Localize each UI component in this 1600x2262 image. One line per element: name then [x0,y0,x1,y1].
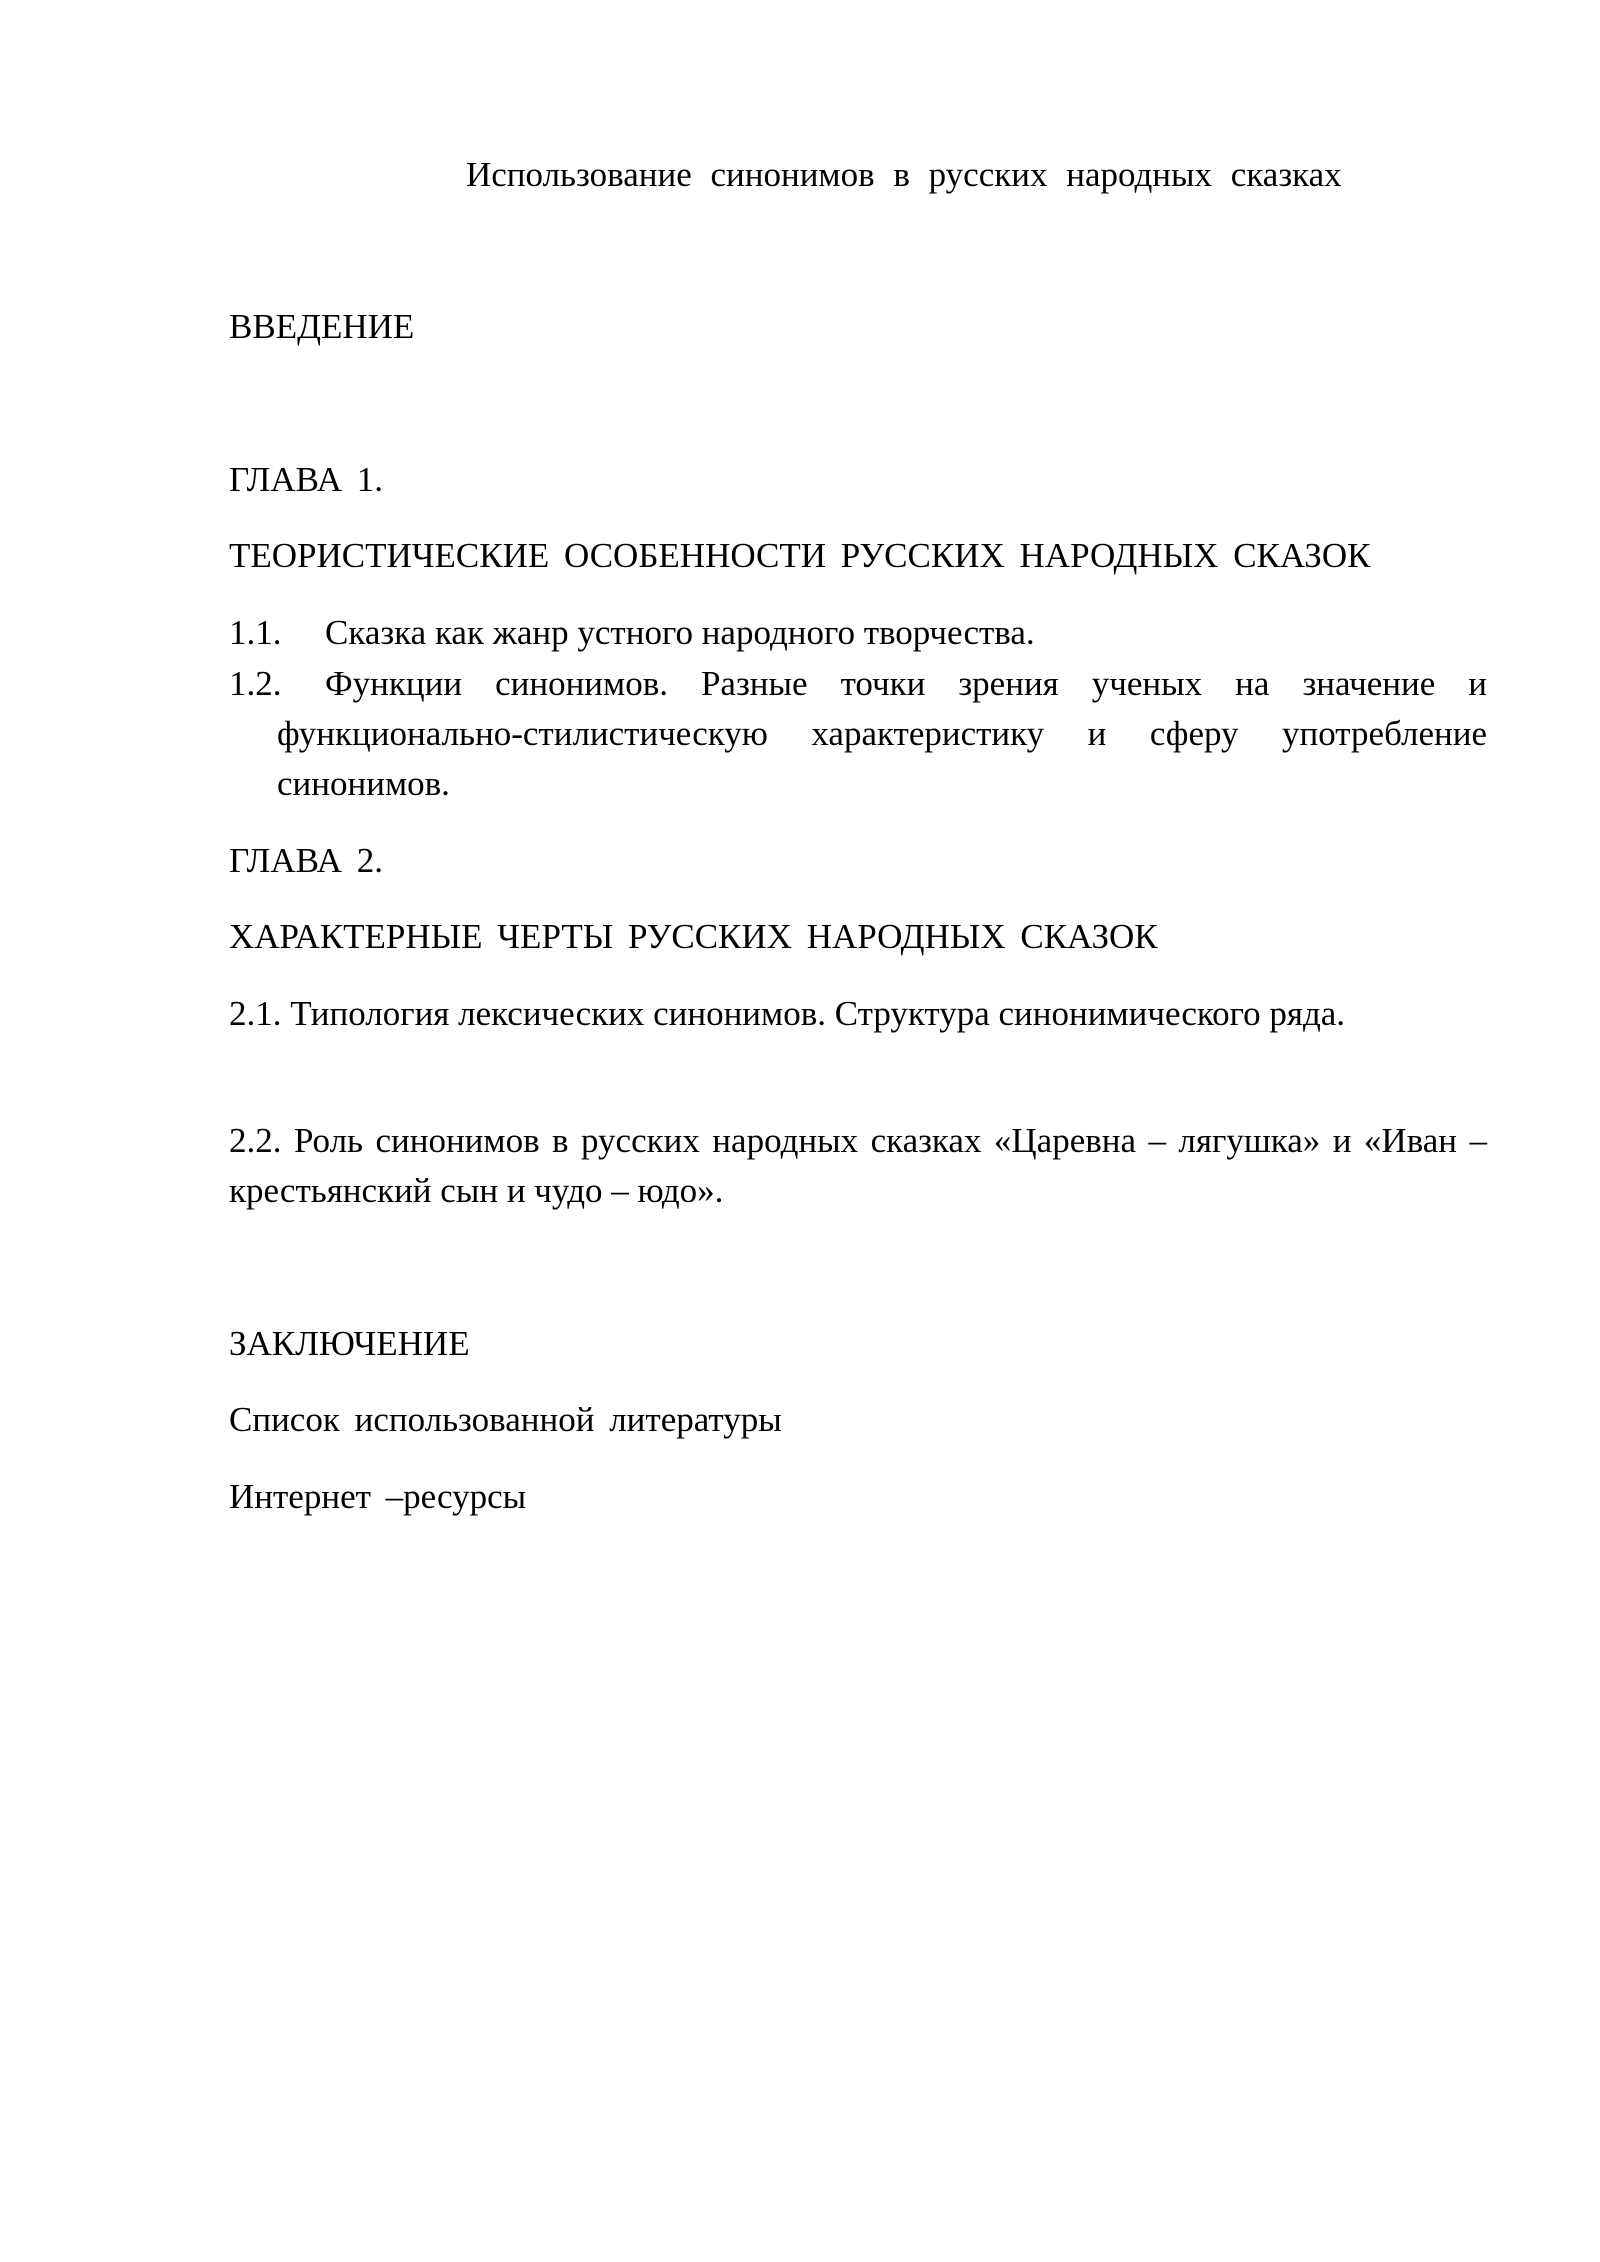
toc-item-number: 1.2. [229,664,282,703]
document-title: Использование синонимов в русских народных сказках [466,155,1342,194]
chapter-1-label: ГЛАВА 1. [229,460,384,499]
chapter-2-heading: ХАРАКТЕРНЫЕ ЧЕРТЫ РУССКИХ НАРОДНЫХ СКАЗОК [229,917,1158,956]
toc-item-2-1: 2.1. Типология лексических синонимов. Структура синонимического ряда. [229,994,1346,1033]
references-heading: Список использованной литературы [229,1400,782,1439]
toc-item-1-2 [229,659,1487,809]
introduction-heading: ВВЕДЕНИЕ [229,307,415,346]
toc-item-number: 1.1. [229,613,282,652]
internet-resources-heading: Интернет –ресурсы [229,1477,527,1516]
chapter-2-label: ГЛАВА 2. [229,841,384,880]
chapter-1-heading: ТЕОРИСТИЧЕСКИЕ ОСОБЕННОСТИ РУССКИХ НАРОДНЫХ СКАЗОК [229,536,1371,575]
toc-item-1-1 [229,608,1487,658]
toc-item-2-2: 2.2. Роль синонимов в русских народных сказках «Царевна – лягушка» и «Иван – крестьянский сын и чудо – юдо». [229,1121,1487,1210]
toc-item-text: Функции синонимов. Разные точки зрения ученых на значение и функционально-стилистическую характеристику и сферу употребление синонимов. [277,664,1487,803]
conclusion-heading: ЗАКЛЮЧЕНИЕ [229,1324,470,1363]
toc-item-text: Сказка как жанр устного народного творчества. [325,613,1035,652]
